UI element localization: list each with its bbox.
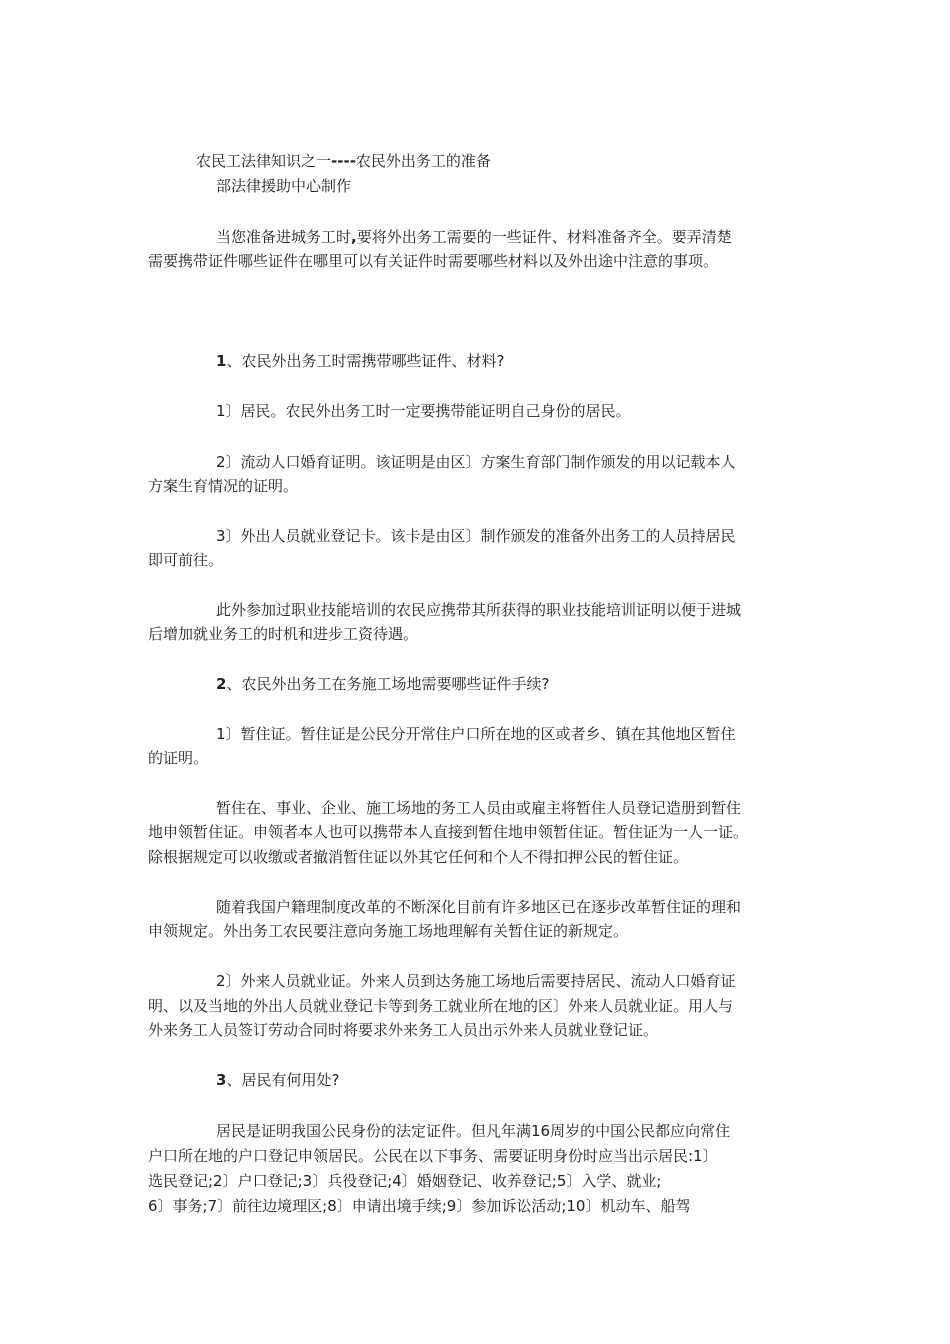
section-number: 2 [216, 675, 227, 693]
paragraph-line: 居民是证明我国公民身份的法定证件。但凡年满16周岁的中国公民都应向常住 [216, 1122, 731, 1140]
paragraph-line: 选民登记;2〕户口登记;3〕兵役登记;4〕婚姻登记、收养登记;5〕入学、就业; [148, 1172, 662, 1190]
paragraph-line: 2〕外来人员就业证。外来人员到达务施工场地后需要持居民、流动人口婚育证 [216, 972, 736, 990]
paragraph-line: 1〕居民。农民外出务工时一定要携带能证明自己身份的居民。 [216, 402, 631, 420]
intro-line-1 [216, 226, 732, 248]
section-title: 、农民外出务工时需携带哪些证件、材料? [226, 352, 505, 370]
section-2-heading [216, 673, 549, 695]
title-dashes: ---- [331, 152, 356, 170]
intro-text-b: 要将外出务工需要的一些证件、材料准备齐全。要弄清楚 [356, 228, 732, 246]
paragraph-line: 申领规定。外出务工农民要注意向务施工场地理解有关暂住证的新规定。 [148, 922, 629, 940]
paragraph-line: 户口所在地的户口登记申领居民。公民在以下事务、需要证明身份时应当出示居民:1〕 [148, 1147, 718, 1165]
paragraph-line: 后增加就业务工的时机和进步工资待遇。 [148, 625, 419, 643]
paragraph-line: 即可前往。 [148, 551, 224, 569]
section-3-heading [216, 1069, 339, 1091]
section-title: 、农民外出务工在务施工场地需要哪些证件手续? [226, 675, 550, 693]
paragraph-line: 的证明。 [148, 749, 209, 767]
paragraph-line: 2〕流动人口婚育证明。该证明是由区〕方案生育部门制作颁发的用以记载本人 [216, 453, 736, 471]
paragraph-line: 此外参加过职业技能培训的农民应携带其所获得的职业技能培训证明以便于进城 [216, 601, 742, 619]
paragraph-line: 明、以及当地的外出人员就业登记卡等到务工就业所在地的区〕外来人员就业证。用人与 [148, 997, 734, 1015]
intro-comma: , [351, 228, 357, 246]
section-1-heading [216, 350, 504, 372]
paragraph-line: 1〕暂住证。暂住证是公民分开常住户口所在地的区或者乡、镇在其他地区暂住 [216, 725, 736, 743]
title-prefix: 农民工法律知识之一 [196, 152, 332, 170]
paragraph-line: 除根据规定可以收缴或者撤消暂住证以外其它任何和个人不得扣押公民的暂住证。 [148, 848, 689, 866]
document-subtitle: 部法律援助中心制作 [216, 177, 352, 195]
paragraph-line: 随着我国户籍理制度改革的不断深化目前有许多地区已在逐步改革暂住证的理和 [216, 898, 742, 916]
section-number: 3 [216, 1071, 227, 1089]
intro-line-2: 需要携带证件哪些证件在哪里可以有关证件时需要哪些材料以及外出途中注意的事项。 [148, 252, 719, 270]
section-number: 1 [216, 352, 227, 370]
title-suffix: 农民外出务工的准备 [355, 152, 491, 170]
paragraph-line: 地申领暂住证。申领者本人也可以携带本人直接到暂住地申领暂住证。暂住证为一人一证。 [148, 823, 749, 841]
paragraph-line: 方案生育情况的证明。 [148, 477, 299, 495]
paragraph-line: 暂住在、事业、企业、施工场地的务工人员由或雇主将暂住人员登记造册到暂住 [216, 799, 742, 817]
intro-text-a: 当您准备进城务工时 [216, 228, 352, 246]
section-title: 、居民有何用处? [226, 1071, 340, 1089]
document-title [196, 150, 491, 172]
paragraph-line: 6〕事务;7〕前往边境理区;8〕申请出境手续;9〕参加诉讼活动;10〕机动车、船驾 [148, 1197, 691, 1215]
paragraph-line: 3〕外出人员就业登记卡。该卡是由区〕制作颁发的准备外出务工的人员持居民 [216, 527, 736, 545]
paragraph-line: 外来务工人员签订劳动合同时将要求外来务工人员出示外来人员就业登记证。 [148, 1021, 659, 1039]
